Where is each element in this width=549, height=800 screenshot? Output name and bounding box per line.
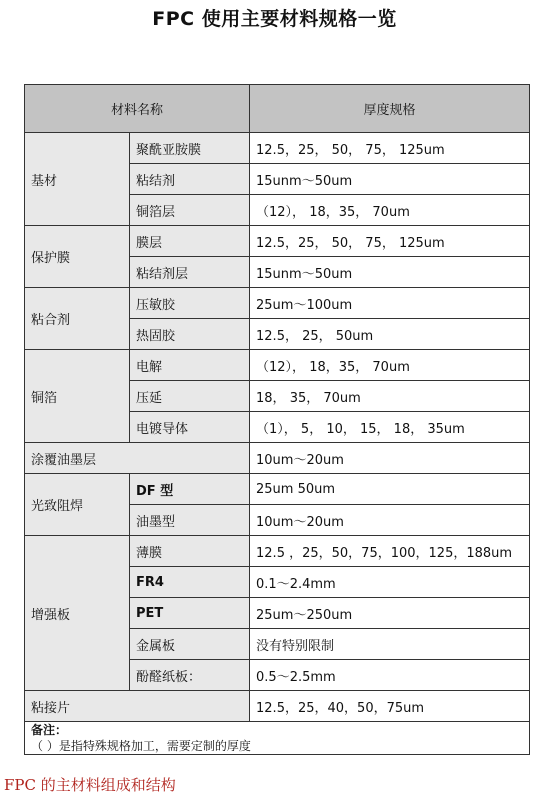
subcategory-cell: 电镀导体	[130, 412, 250, 443]
thickness-value-cell: （12）， 18，35， 70um	[250, 350, 530, 381]
thickness-value-cell: 10um～20um	[250, 443, 530, 474]
table-row	[25, 536, 530, 567]
subcategory-cell: 粘结剂层	[130, 257, 250, 288]
footer-link[interactable]: FPC 的主材料组成和结构	[4, 776, 176, 794]
category-cell: 保护膜	[25, 226, 130, 288]
subcategory-cell: 酚醛纸板：	[130, 660, 250, 691]
note-label: 备注：	[31, 723, 68, 737]
thickness-value-cell: 12.5 ，25，50，75，100，125，188um	[250, 536, 530, 567]
thickness-value-cell: 25um～250um	[250, 598, 530, 629]
thickness-value-cell: 10um～20um	[250, 505, 530, 536]
thickness-value-cell: 没有特别限制	[250, 629, 530, 660]
subcategory-cell: 电解	[130, 350, 250, 381]
subcategory-cell: DF 型	[130, 474, 250, 505]
thickness-value-cell: 12.5，25，40，50，75um	[250, 691, 530, 722]
table-row	[25, 226, 530, 257]
thickness-value-cell: （12）， 18，35， 70um	[250, 195, 530, 226]
subcategory-cell: 聚酰亚胺膜	[130, 133, 250, 164]
table-row-note	[25, 722, 530, 755]
subcategory-cell: 金属板	[130, 629, 250, 660]
subcategory-cell: 铜箔层	[130, 195, 250, 226]
category-cell: 粘合剂	[25, 288, 130, 350]
category-cell: 粘接片	[25, 691, 250, 722]
category-cell: 铜箔	[25, 350, 130, 443]
table-row	[25, 288, 530, 319]
thickness-value-cell: 0.5～2.5mm	[250, 660, 530, 691]
page-title: FPC 使用主要材料规格一览	[152, 8, 397, 30]
subcategory-cell: FR4	[130, 567, 250, 598]
table-row	[25, 474, 530, 505]
table-row	[25, 691, 530, 722]
table-header-row	[25, 85, 530, 133]
table-row	[25, 443, 530, 474]
subcategory-cell: 油墨型	[130, 505, 250, 536]
spec-table	[24, 84, 530, 755]
note-cell	[25, 722, 530, 755]
category-cell: 基材	[25, 133, 130, 226]
thickness-value-cell: 12.5，25， 50， 75， 125um	[250, 226, 530, 257]
spec-table-body	[25, 133, 530, 755]
table-row	[25, 133, 530, 164]
subcategory-cell: PET	[130, 598, 250, 629]
category-cell: 光致阻焊	[25, 474, 130, 536]
subcategory-cell: 压敏胶	[130, 288, 250, 319]
subcategory-cell: 膜层	[130, 226, 250, 257]
thickness-value-cell: 25um 50um	[250, 474, 530, 505]
subcategory-cell: 粘结剂	[130, 164, 250, 195]
thickness-value-cell: 18， 35， 70um	[250, 381, 530, 412]
thickness-value-cell: 0.1～2.4mm	[250, 567, 530, 598]
thickness-value-cell: 15unm～50um	[250, 164, 530, 195]
thickness-value-cell: 25um～100um	[250, 288, 530, 319]
category-cell: 增强板	[25, 536, 130, 691]
thickness-value-cell: 15unm～50um	[250, 257, 530, 288]
category-cell: 涂覆油墨层	[25, 443, 250, 474]
header-thickness-spec: 厚度规格	[250, 85, 530, 133]
note-text: （ ）是指特殊规格加工，需要定制的厚度	[31, 739, 251, 753]
subcategory-cell: 薄膜	[130, 536, 250, 567]
thickness-value-cell: 12.5，25， 50， 75， 125um	[250, 133, 530, 164]
table-row	[25, 350, 530, 381]
thickness-value-cell: （1）， 5， 10， 15， 18， 35um	[250, 412, 530, 443]
header-material-name: 材料名称	[25, 85, 250, 133]
thickness-value-cell: 12.5， 25， 50um	[250, 319, 530, 350]
subcategory-cell: 热固胶	[130, 319, 250, 350]
subcategory-cell: 压延	[130, 381, 250, 412]
